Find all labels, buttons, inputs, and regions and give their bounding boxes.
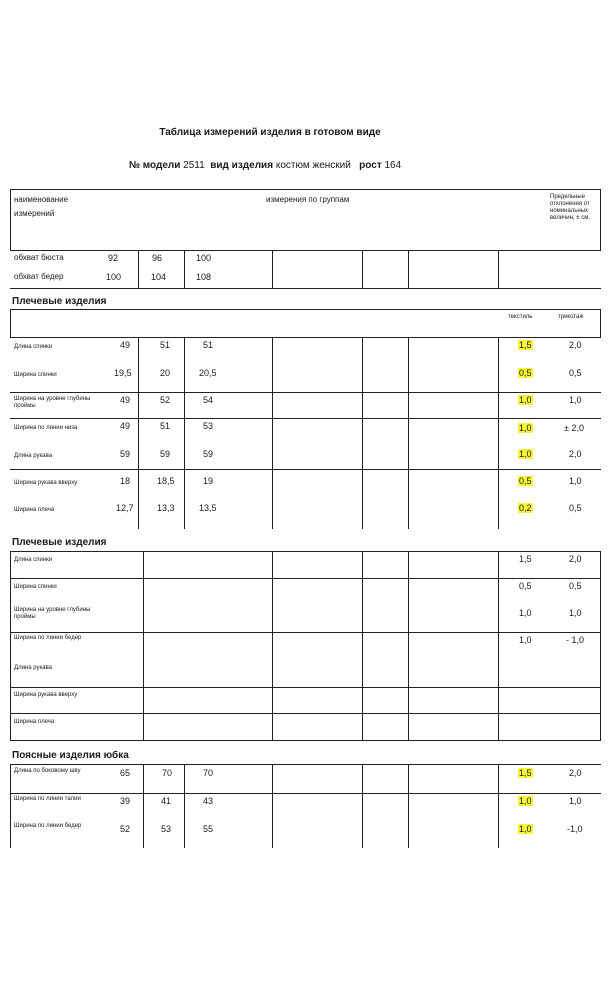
- table-border: [272, 551, 273, 740]
- section-title: Плечевые изделия: [12, 537, 107, 548]
- knit-tolerance: 2,0: [569, 449, 582, 459]
- table-border: [600, 309, 601, 337]
- knit-tolerance: 2,0: [569, 340, 582, 350]
- cell-value: 19: [203, 476, 214, 486]
- header-deviation-line: номинальных: [550, 207, 589, 214]
- table-border: [10, 189, 601, 190]
- header-deviation-line: величин, ± см.: [550, 214, 590, 221]
- knit-tolerance: 2,0: [569, 554, 582, 564]
- header-deviation-label: [550, 194, 590, 222]
- base-value: 96: [152, 253, 163, 263]
- row-label: Ширина рукава вверху: [14, 692, 78, 698]
- cell-value: 70: [162, 768, 173, 778]
- document-subtitle: [0, 160, 530, 171]
- cell-value: 55: [203, 824, 214, 834]
- table-border: [362, 551, 363, 740]
- table-border: [184, 764, 185, 848]
- document-title: Таблица измерений изделия в готовом виде: [159, 127, 381, 138]
- table-border: [600, 189, 601, 250]
- row-label: Ширина спинки: [14, 372, 57, 378]
- knit-tolerance: 1,0: [569, 796, 582, 806]
- table-border: [10, 551, 11, 740]
- knit-tolerance: 1,0: [569, 608, 582, 618]
- textile-tolerance: 1,0: [519, 423, 532, 433]
- cell-value: 12,7: [116, 503, 134, 513]
- row-label: Длина рукава: [14, 453, 53, 459]
- kind-value: костюм женский: [275, 160, 351, 171]
- table-border: [10, 764, 11, 848]
- cell-value: 49: [120, 395, 131, 405]
- header-name-label: измерений: [14, 209, 55, 218]
- table-border: [10, 764, 601, 765]
- knit-tolerance: -1,0: [567, 824, 583, 834]
- textile-tolerance: 1,0: [519, 608, 532, 618]
- cell-value: 18,5: [157, 476, 175, 486]
- cell-value: 49: [120, 421, 131, 431]
- height-label: рост: [359, 160, 382, 171]
- table-border: [143, 551, 144, 740]
- table-border: [362, 764, 363, 848]
- cell-value: 51: [160, 421, 171, 431]
- table-border: [10, 793, 601, 794]
- cell-value: 18: [120, 476, 131, 486]
- row-label: Ширина по линии талии: [14, 796, 81, 802]
- height-value: 164: [384, 160, 402, 171]
- section-title: Поясные изделия юбка: [12, 750, 129, 761]
- base-value: 92: [108, 253, 119, 263]
- cell-value: 70: [203, 768, 214, 778]
- table-border: [184, 337, 185, 529]
- cell-value: 41: [161, 796, 172, 806]
- base-row-label: обхват бюста: [14, 253, 64, 262]
- table-border: [362, 250, 363, 288]
- base-row-label: обхват бедер: [14, 272, 64, 281]
- cell-value: 43: [203, 796, 214, 806]
- table-border: [10, 288, 601, 289]
- cell-value: 53: [203, 421, 214, 431]
- table-border: [143, 764, 144, 848]
- cell-value: 13,5: [199, 503, 217, 513]
- base-value: 100: [106, 272, 122, 282]
- table-border: [408, 250, 409, 288]
- row-label: Длина спинки: [14, 344, 53, 350]
- cell-value: 53: [161, 824, 172, 834]
- knit-tolerance: 0,5: [569, 503, 582, 513]
- cell-value: 54: [203, 395, 214, 405]
- table-border: [10, 309, 11, 337]
- cell-value: 19,5: [114, 368, 132, 378]
- header-deviation-line: отклонения от: [550, 200, 590, 207]
- knit-tolerance: 0,5: [569, 368, 582, 378]
- table-border: [600, 551, 601, 740]
- table-border: [272, 764, 273, 848]
- cell-value: 20,5: [199, 368, 217, 378]
- table-border: [138, 337, 139, 529]
- cell-value: 65: [120, 768, 131, 778]
- table-border: [272, 337, 273, 529]
- row-label: Ширина плеча: [14, 507, 55, 513]
- cell-value: 51: [203, 340, 214, 350]
- row-label: Ширина по линии бедер: [14, 635, 82, 641]
- row-label: Длина рукава: [14, 665, 53, 671]
- knit-tolerance: ± 2,0: [564, 423, 584, 433]
- table-border: [10, 189, 11, 250]
- table-border: [10, 392, 601, 393]
- table-border: [10, 309, 601, 310]
- row-label: Ширина по линии бедер: [14, 823, 82, 829]
- header-groups-label: измерения по группам: [266, 195, 350, 204]
- knit-tolerance: 2,0: [569, 768, 582, 778]
- row-label: Ширина по линии низа: [14, 425, 78, 431]
- table-border: [408, 337, 409, 529]
- table-border: [10, 337, 601, 338]
- cell-value: 59: [120, 449, 131, 459]
- cell-value: 13,3: [157, 503, 175, 513]
- table-border: [362, 337, 363, 529]
- section-title: Плечевые изделия: [12, 296, 107, 307]
- table-border: [498, 250, 499, 288]
- knit-tolerance: 0,5: [569, 581, 582, 591]
- table-border: [272, 250, 273, 288]
- row-label: Ширина на уровне глубины проймы: [14, 607, 91, 620]
- model-number: 2511: [183, 160, 205, 171]
- model-label: № модели: [128, 160, 181, 171]
- textile-tolerance: 1,0: [519, 796, 532, 806]
- textile-tolerance: 0,5: [519, 476, 532, 486]
- base-value: 100: [196, 253, 212, 263]
- cell-value: 51: [160, 340, 171, 350]
- table-border: [10, 551, 601, 552]
- table-border: [10, 740, 601, 741]
- table-border: [10, 713, 601, 714]
- table-border: [10, 687, 601, 688]
- table-border: [498, 337, 499, 529]
- textile-tolerance: 1,0: [519, 449, 532, 459]
- knit-tolerance: 1,0: [569, 476, 582, 486]
- header-deviation-line: Предельные: [550, 194, 586, 200]
- table-border: [408, 551, 409, 740]
- table-border: [10, 469, 601, 470]
- table-border: [498, 551, 499, 740]
- table-border: [10, 632, 601, 633]
- row-label: Ширина на уровне глубины проймы: [14, 396, 91, 409]
- knit-tolerance: 1,0: [569, 395, 582, 405]
- textile-tolerance: 0,5: [519, 581, 532, 591]
- textile-tolerance: 1,0: [519, 824, 532, 834]
- base-value: 108: [196, 272, 212, 282]
- row-label: Ширина спинки: [14, 584, 57, 590]
- cell-value: 52: [120, 824, 131, 834]
- table-border: [138, 250, 139, 288]
- kind-label: вид изделия: [210, 160, 274, 171]
- textile-tolerance: 1,5: [519, 340, 532, 350]
- row-label: Ширина рукава вверху: [14, 480, 78, 486]
- header-name-label: наименование: [14, 195, 69, 204]
- cell-value: 39: [120, 796, 131, 806]
- table-border: [498, 764, 499, 848]
- table-border: [10, 578, 601, 579]
- cell-value: 59: [160, 449, 171, 459]
- table-border: [408, 764, 409, 848]
- row-label: Длина по боковому шву: [14, 768, 81, 774]
- table-border: [10, 250, 601, 251]
- cell-value: 59: [203, 449, 214, 459]
- row-label: Длина спинки: [14, 557, 53, 563]
- knit-tolerance: - 1,0: [566, 635, 585, 645]
- table-border: [184, 250, 185, 288]
- textile-tolerance: 0,2: [519, 503, 532, 513]
- cell-value: 52: [160, 395, 171, 405]
- base-value: 104: [151, 272, 167, 282]
- textile-tolerance: 1,5: [519, 554, 532, 564]
- textile-tolerance: 1,0: [519, 635, 532, 645]
- table-border: [10, 418, 601, 419]
- column-header-knit: трикотаж: [558, 314, 584, 320]
- textile-tolerance: 1,0: [519, 395, 532, 405]
- column-header-textile: текстиль: [508, 314, 533, 320]
- cell-value: 49: [120, 340, 131, 350]
- textile-tolerance: 1,5: [519, 768, 532, 778]
- textile-tolerance: 0,5: [519, 368, 532, 378]
- row-label: Ширина плеча: [14, 719, 55, 725]
- cell-value: 20: [160, 368, 171, 378]
